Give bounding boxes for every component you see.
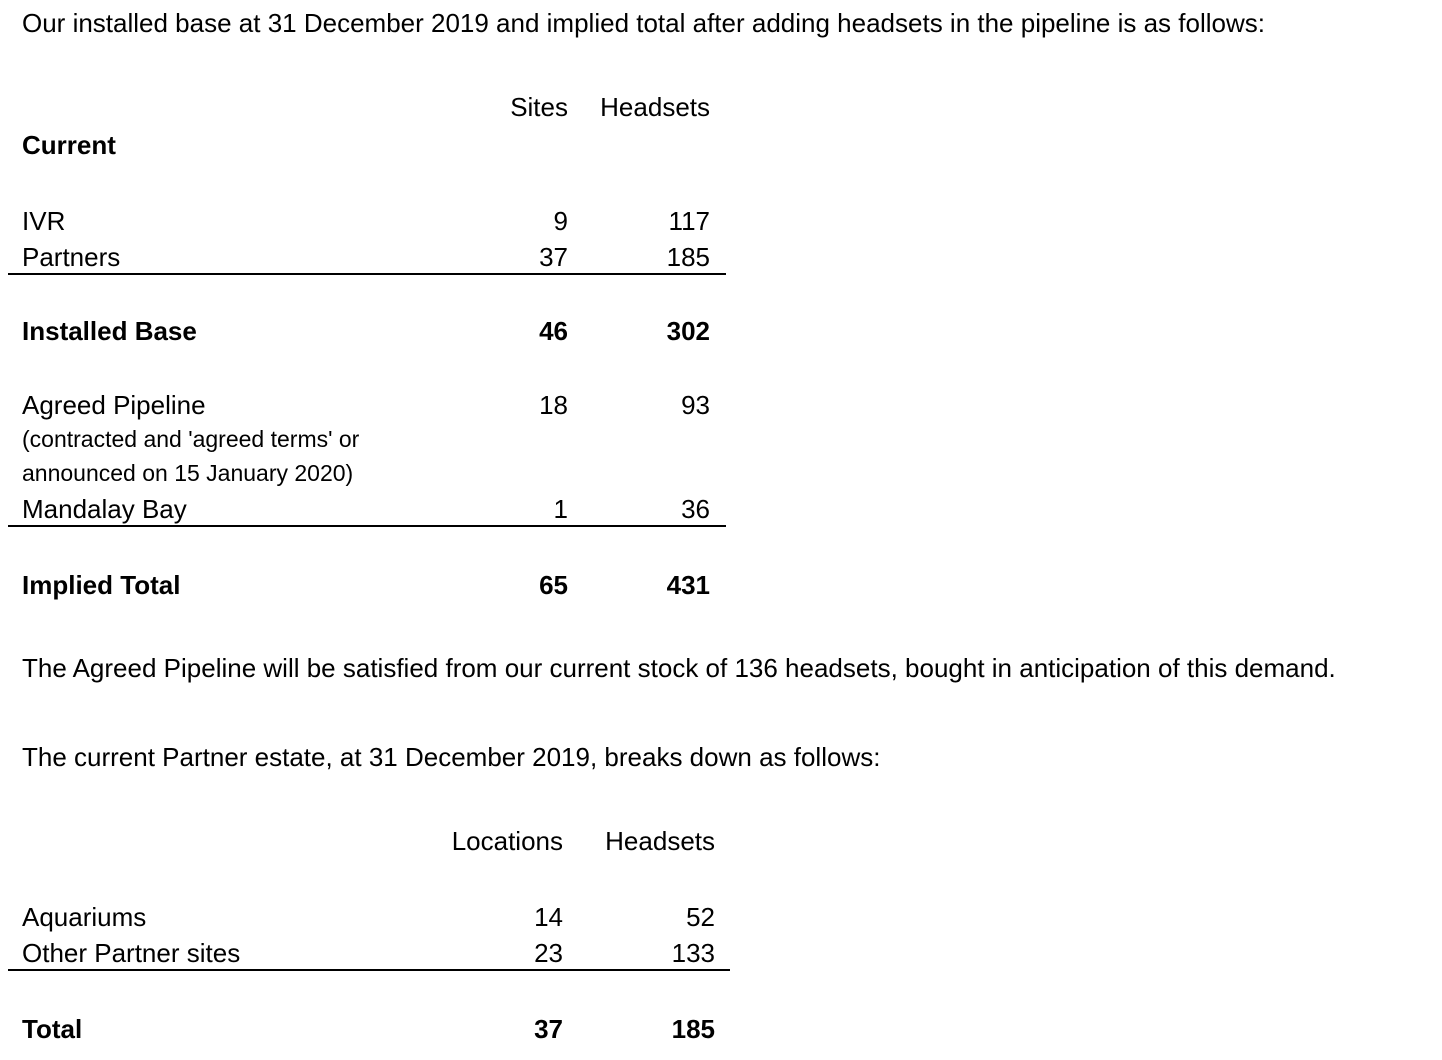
row-value-sites: 18 [539, 390, 568, 420]
row-value-sites: 37 [539, 242, 568, 272]
row-label-ivr: IVR [22, 206, 66, 236]
row-value-sites: 46 [539, 316, 568, 346]
col-header-headsets: Headsets [600, 92, 710, 122]
row-value-headsets: 52 [686, 902, 715, 932]
col-header-headsets: Headsets [605, 826, 715, 856]
row-label-total: Total [22, 1014, 83, 1044]
row-label-implied-total: Implied Total [22, 570, 181, 600]
row-value-sites: 9 [553, 206, 568, 236]
row-value-headsets: 117 [668, 206, 710, 236]
row-value-locations: 23 [534, 938, 563, 968]
col-header-sites: Sites [510, 92, 568, 122]
row-value-headsets: 185 [671, 1014, 715, 1044]
row-label-partners: Partners [22, 242, 121, 272]
section-current-heading: Current [22, 130, 116, 160]
partner-text: The current Partner estate, at 31 December 2019, breaks down as follows: [22, 742, 881, 772]
divider-line [8, 969, 730, 971]
row-value-headsets: 185 [666, 242, 710, 272]
row-label-mandalay-bay: Mandalay Bay [22, 494, 187, 524]
row-value-sites: 1 [553, 494, 568, 524]
row-value-headsets: 302 [666, 316, 710, 346]
row-label-installed-base: Installed Base [22, 316, 197, 346]
row-label-aquariums: Aquariums [22, 902, 147, 932]
pipeline-note-line-1: (contracted and 'agreed terms' or [22, 426, 360, 452]
row-value-headsets: 36 [681, 494, 710, 524]
pipeline-note-line-2: announced on 15 January 2020) [22, 460, 354, 486]
row-value-locations: 14 [534, 902, 563, 932]
row-value-headsets: 93 [681, 390, 710, 420]
row-value-headsets: 133 [671, 938, 715, 968]
row-value-sites: 65 [539, 570, 568, 600]
row-value-headsets: 431 [666, 570, 710, 600]
row-label-other-partner-sites: Other Partner sites [22, 938, 241, 968]
divider-line [8, 273, 726, 275]
row-label-agreed-pipeline: Agreed Pipeline [22, 390, 206, 420]
col-header-locations: Locations [451, 826, 563, 856]
pipeline-text: The Agreed Pipeline will be satisfied from our current stock of 136 headsets, bought in anticipation of this demand. [22, 653, 1336, 683]
intro-text: Our installed base at 31 December 2019 and implied total after adding headsets in the pipeline is as follows: [22, 8, 1265, 38]
row-value-locations: 37 [534, 1014, 563, 1044]
divider-line [8, 525, 726, 527]
